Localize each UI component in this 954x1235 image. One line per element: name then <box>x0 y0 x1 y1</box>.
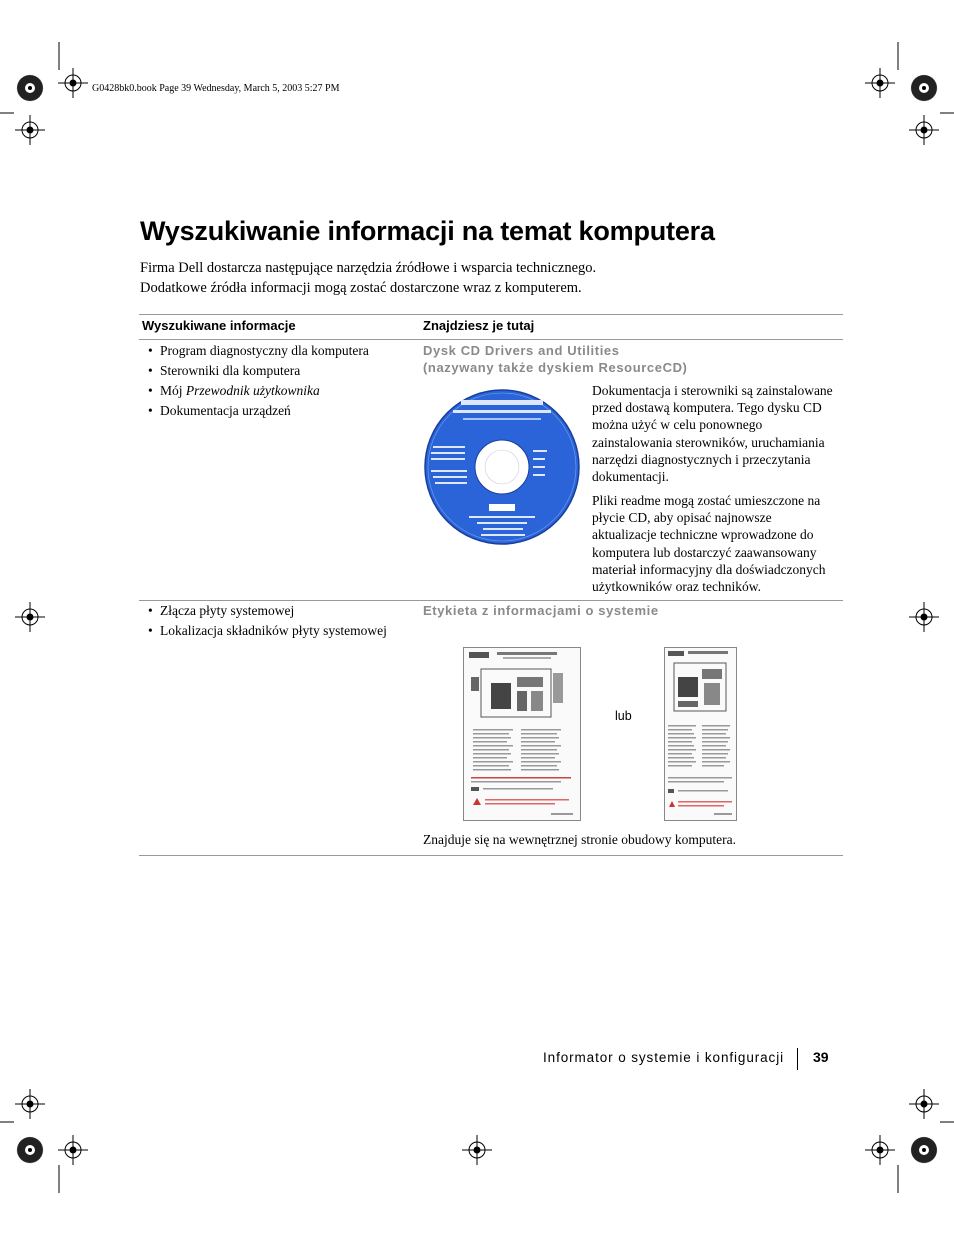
intro-text <box>140 258 596 298</box>
footer-section-title: Informator o systemie i konfiguracji <box>543 1050 784 1065</box>
table-header-rule <box>139 339 843 340</box>
row1-heading <box>423 342 687 376</box>
list-item <box>148 381 369 401</box>
list-item-text: Mój <box>160 383 186 398</box>
page-title: Wyszukiwanie informacji na temat komputera <box>140 216 715 246</box>
or-label: lub <box>615 709 632 723</box>
system-label-image-narrow <box>664 647 737 821</box>
list-item-italic: Przewodnik użytkownika <box>185 383 320 398</box>
intro-line-1: Firma Dell dostarcza następujące narzędzia źródłowe i wsparcia technicznego. <box>140 260 597 276</box>
col-header-location: Znajdziesz je tutaj <box>423 318 535 333</box>
list-item: • Złącza płyty systemowej <box>148 601 387 621</box>
row1-heading-line-1: Dysk CD Drivers and Utilities <box>423 343 620 358</box>
row1-heading-line-2: (nazywany także dyskiem ResourceCD) <box>423 360 688 375</box>
row2-heading: Etykieta z informacjami o systemie <box>423 603 659 618</box>
system-label-image-wide <box>463 647 581 821</box>
table-top-rule <box>139 314 843 315</box>
list-item: • Program diagnostyczny dla komputera <box>148 341 369 361</box>
intro-line-2: Dodatkowe źródła informacji mogą zostać dostarczone wraz z komputerem. <box>140 280 582 296</box>
col-header-info: Wyszukiwane informacje <box>142 318 296 333</box>
list-item: • Sterowniki dla komputera <box>148 361 369 381</box>
row1-list <box>148 341 369 421</box>
table-bottom-rule <box>139 855 843 856</box>
page-number: 39 <box>813 1049 829 1065</box>
cd-disc-image <box>423 388 581 546</box>
footer-separator <box>797 1048 798 1070</box>
row2-list <box>148 601 387 641</box>
row2-caption: Znajduje się na wewnętrznej stronie obudowy komputera. <box>423 832 737 847</box>
list-item: • Lokalizacja składników płyty systemowej <box>148 621 387 641</box>
print-stamp: G0428bk0.book Page 39 Wednesday, March 5, 2003 5:27 PM <box>92 83 340 94</box>
row1-paragraph-1: Dokumentacja i sterowniki są zainstalowane przed dostawą komputera. Tego dysku CD można użyć w celu ponownego zainstalowania sterowników, uruchamiania narzędzi diagnostycznych i przeczytania dokumentacji. <box>592 383 833 485</box>
row1-paragraph-2: Pliki readme mogą zostać umieszczone na płycie CD, aby opisać najnowsze aktualizacje techniczne wprowadzone do komputera lub dostarczyć zaawansowany materiał informacyjny dla doświadczonych użytkowników oraz techników. <box>592 493 826 595</box>
list-item: • Dokumentacja urządzeń <box>148 401 369 421</box>
